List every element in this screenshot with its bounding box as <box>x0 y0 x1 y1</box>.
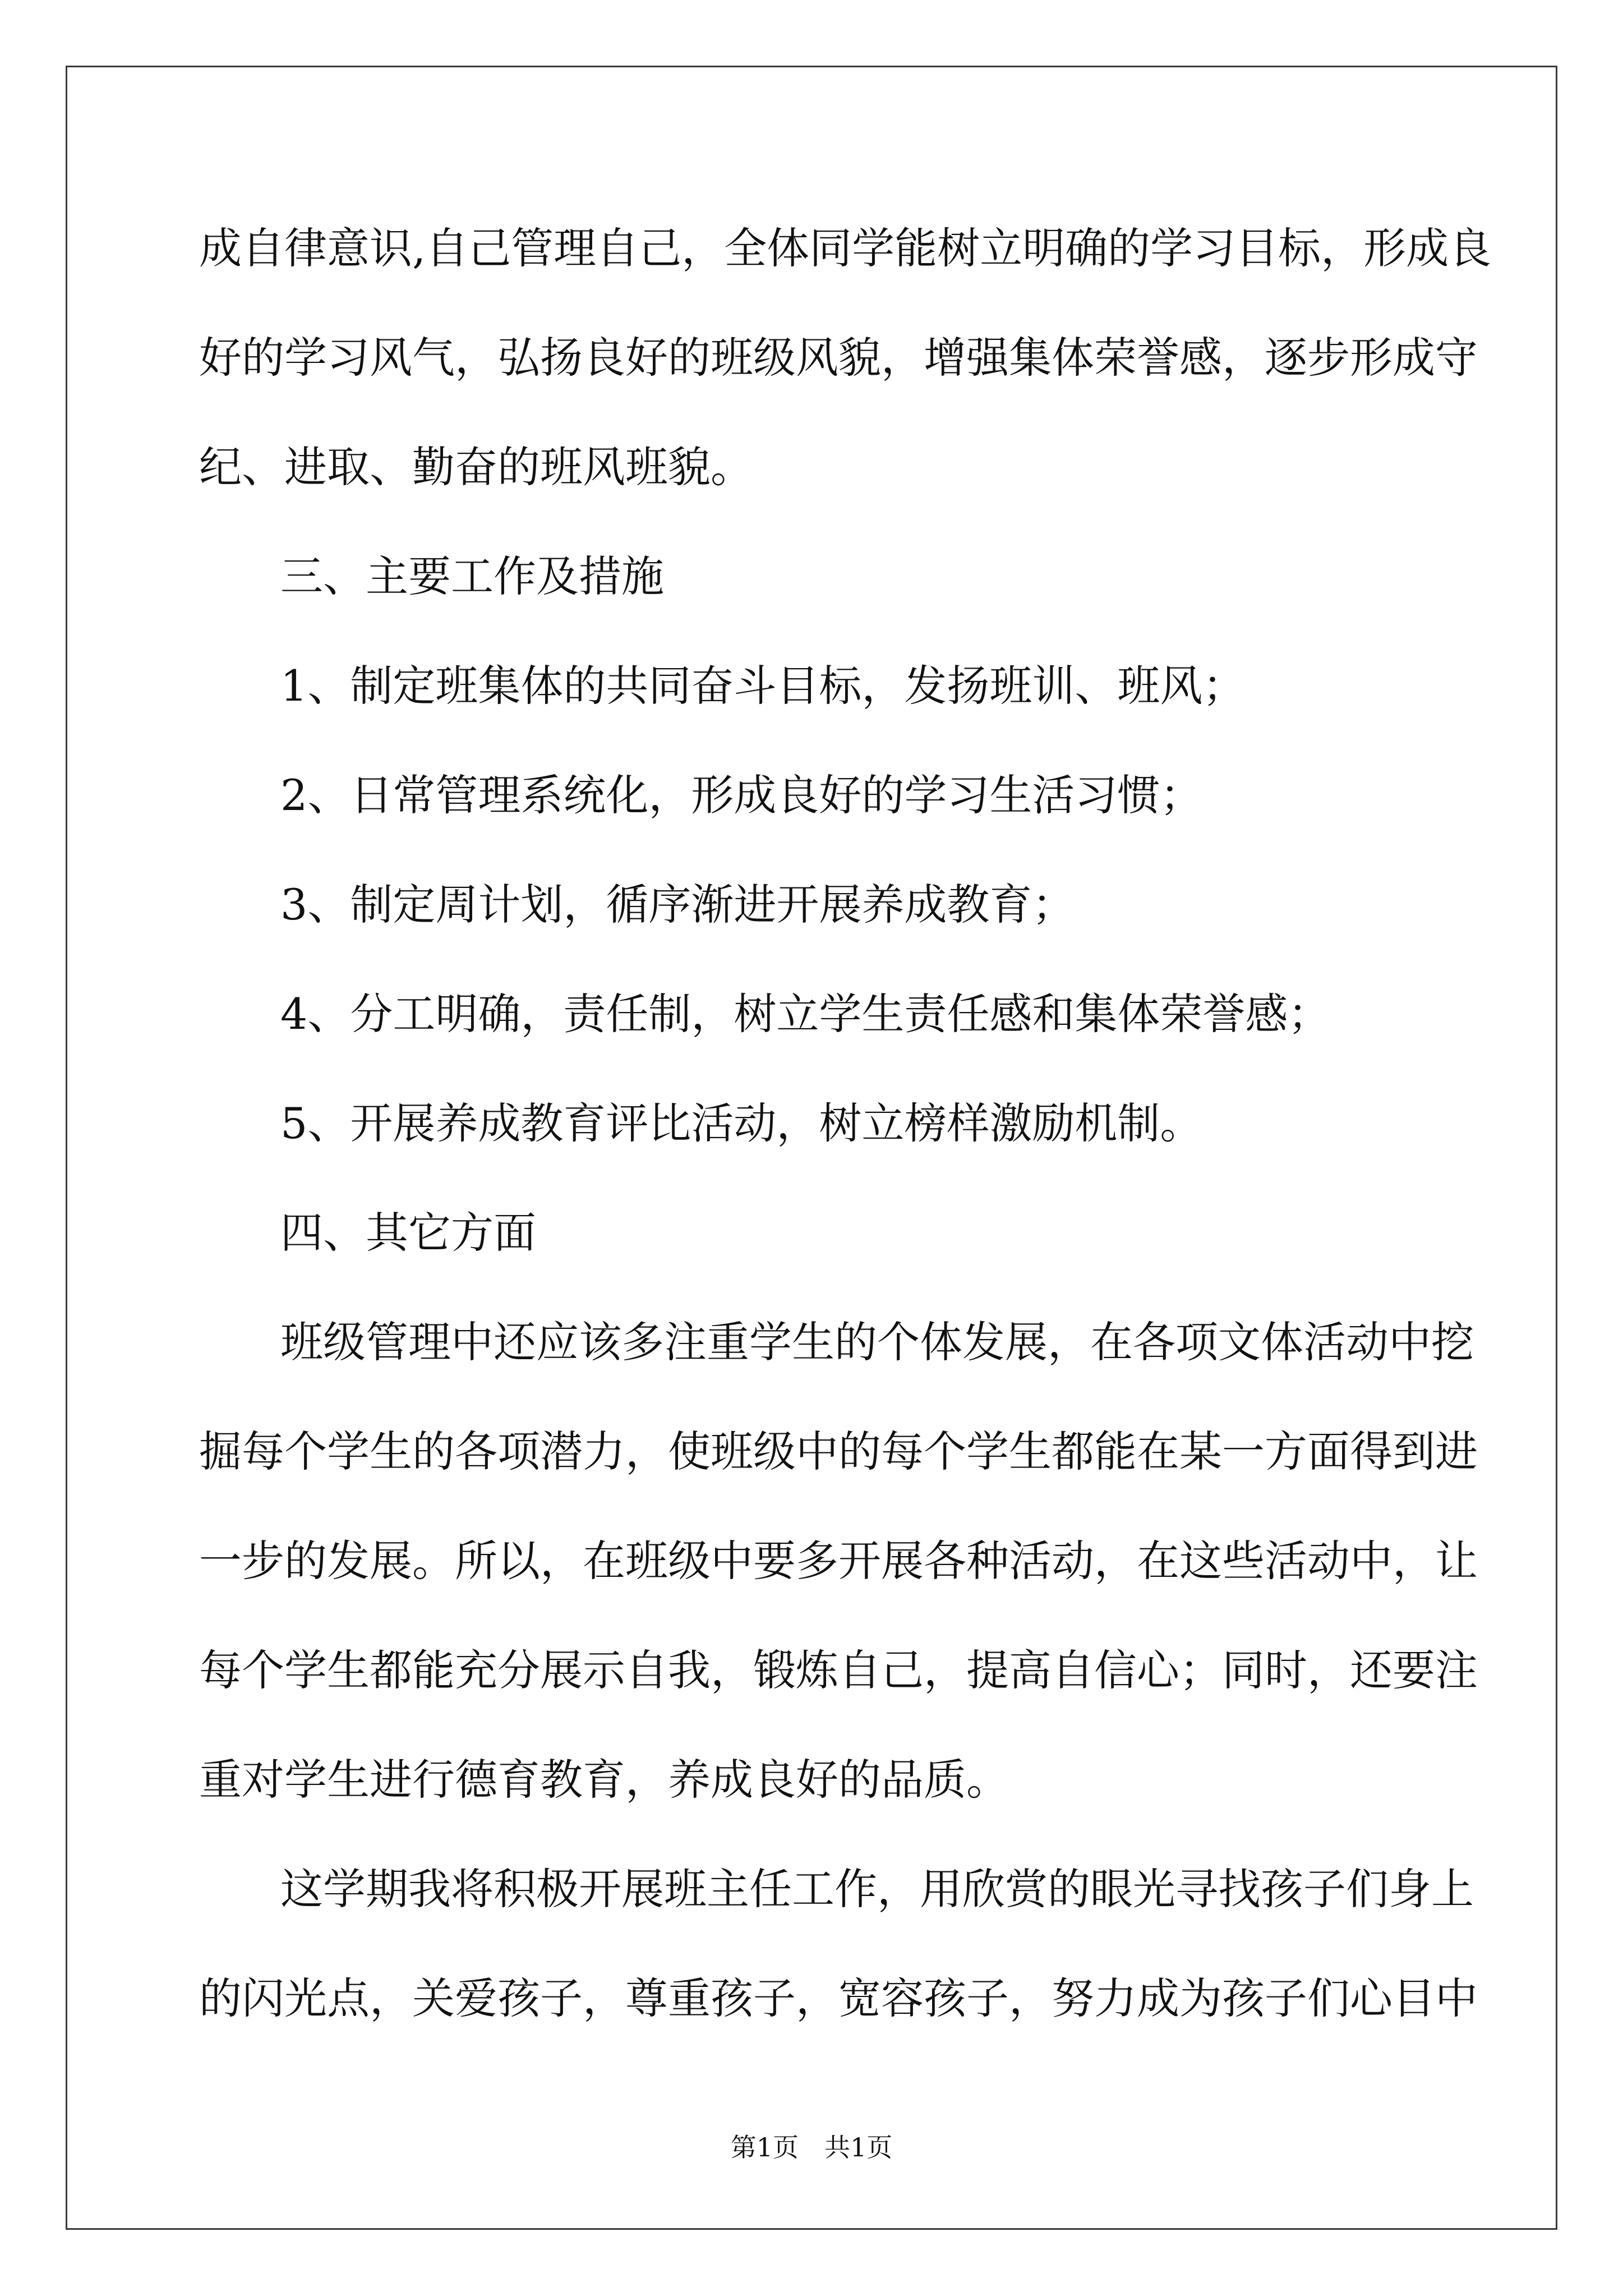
list-item: 4、分工明确，责任制，树立学生责任感和集体荣誉感； <box>280 989 1331 1039</box>
list-item: 2、日常管理系统化，形成良好的学习生活习惯； <box>280 770 1203 820</box>
paragraph-line: 每个学生都能充分展示自我，锻炼自己，提高自信心；同时，还要注 <box>199 1645 1478 1695</box>
paragraph-line: 班级管理中还应该多注重学生的个体发展，在各项文体活动中挖 <box>280 1317 1474 1367</box>
paragraph-line: 纪、进取、勤奋的班风班貌。 <box>199 442 753 492</box>
paragraph-line: 一步的发展。所以，在班级中要多开展各种活动，在这些活动中，让 <box>199 1536 1478 1586</box>
paragraph-line: 这学期我将积极开展班主任工作，用欣赏的眼光寻找孩子们身上 <box>280 1864 1474 1914</box>
section-heading: 四、其它方面 <box>280 1208 536 1258</box>
paragraph-line: 成自律意识,自己管理自己，全体同学能树立明确的学习目标，形成良 <box>199 223 1492 273</box>
list-item: 5、开展养成教育评比活动，树立榜样激励机制。 <box>280 1098 1203 1148</box>
paragraph-line: 掘每个学生的各项潜力，使班级中的每个学生都能在某一方面得到进 <box>199 1427 1478 1476</box>
section-heading: 三、主要工作及措施 <box>280 551 664 601</box>
paragraph-line: 的闪光点，关爱孩子，尊重孩子，宽容孩子，努力成为孩子们心目中 <box>199 1973 1478 2023</box>
list-item: 3、制定周计划，循序渐进开展养成教育； <box>280 880 1075 930</box>
page-number-footer: 第1页 共1页 <box>730 2132 893 2162</box>
paragraph-line: 重对学生进行德育教育，养成良好的品质。 <box>199 1755 1009 1805</box>
paragraph-line: 好的学习风气，弘扬良好的班级风貌，增强集体荣誉感，逐步形成守 <box>199 333 1478 383</box>
list-item: 1、制定班集体的共同奋斗目标，发扬班训、班风； <box>280 661 1246 711</box>
